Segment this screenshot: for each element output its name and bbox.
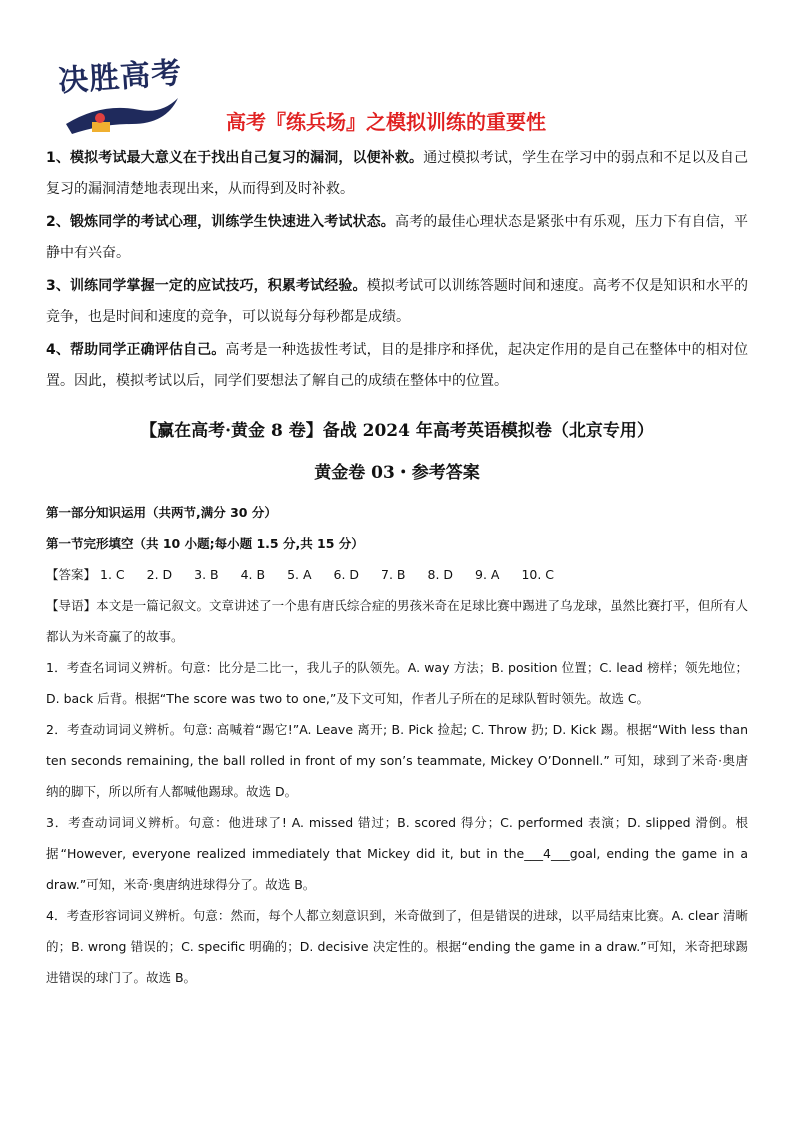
answer-item: 6. D (333, 567, 360, 582)
exam-subtitle: 黄金卷 03・参考答案 (314, 463, 480, 483)
answer-section (46, 497, 748, 993)
answer-item: 8. D (427, 567, 454, 582)
logo (58, 46, 188, 138)
guide-paragraph (46, 590, 748, 652)
answer-item: 4. B (240, 567, 266, 582)
part-heading: 第一部分知识运用（共两节,满分 30 分） (46, 505, 277, 520)
explanation-4: 4．考查形容词词义辨析。句意：然而，每个人都立刻意识到，米奇做到了，但是错误的进球，以平局结束比赛。A. clear 清晰的；B. wrong 错误的；C. specific 明确的；D. decisive 决定性的。根据“ending the game in a draw.”可知，米奇把球踢进错误的球门了。故选 B。 (46, 908, 748, 985)
intro-item-1: 1、模拟考试最大意义在于找出自己复习的漏洞，以便补救。通过模拟考试，学生在学习中的弱点和不足以及自己复习的漏洞清楚地表现出来，从而得到及时补救。 (46, 150, 748, 197)
guide-label: 【导语】 (46, 598, 97, 613)
answer-label: 【答案】 (46, 567, 97, 582)
section-heading: 第一节完形填空（共 10 小题;每小题 1.5 分,共 15 分） (46, 536, 364, 551)
answer-item: 10. C (521, 567, 555, 582)
explanation-1: 1．考查名词词义辨析。句意：比分是二比一，我儿子的队领先。A. way 方法；B. position 位置；C. lead 榜样；领先地位；D. back 后背。根据“The score was two to one,”及下文可知，作者儿子所在的足球队暂时领先。故选 C。 (46, 660, 748, 706)
header-title: 高考『练兵场』之模拟训练的重要性 (226, 110, 546, 134)
logo-text: 决胜高考 (57, 55, 184, 100)
answer-item: 7. B (381, 567, 406, 582)
intro-section (46, 143, 748, 399)
logo-swoosh-icon (62, 94, 182, 138)
answer-item: 9. A (475, 567, 500, 582)
intro-item-4: 4、帮助同学正确评估自己。高考是一种选拔性考试，目的是排序和择优，起决定作用的是自己在整体中的相对位置。因此，模拟考试以后，同学们要想法了解自己的成绩在整体中的位置。 (46, 342, 748, 389)
explanation-2: 2．考查动词词义辨析。句意: 高喊着“踢它!”A. Leave 离开; B. Pick 捡起; C. Throw 扔; D. Kick 踢。根据“With less than ten seconds remaining, the ball rolled in front of my son’s teammate, Mickey O’Donnell.” 可知，球到了米奇·奥唐纳的脚下，所以所有人都喊他踢球。故选 D。 (46, 722, 748, 799)
answer-item: 3. B (194, 567, 219, 582)
answer-item: 5. A (287, 567, 312, 582)
explanation-3: 3．考查动词词义辨析。句意：他进球了! A. missed 错过；B. scored 得分；C. performed 表演；D. slipped 滑倒。根据“However, everyone realized immediately that Mickey did it, but in the___4___goal, ending the game in a draw.”可知，米奇·奥唐纳进球得分了。故选 B。 (46, 815, 748, 892)
intro-item-3: 3、训练同学掌握一定的应试技巧，积累考试经验。模拟考试可以训练答题时间和速度。高考不仅是知识和水平的竞争，也是时间和速度的竞争，可以说每分每秒都是成绩。 (46, 278, 749, 325)
answer-list (46, 559, 748, 590)
answer-item: 2. D (146, 567, 173, 582)
guide-text: 本文是一篇记叙文。文章讲述了一个患有唐氏综合症的男孩米奇在足球比赛中踢进了乌龙球，虽然比赛打平，但所有人都认为米奇赢了的故事。 (46, 598, 748, 644)
answer-item: 1. C (100, 567, 125, 582)
intro-item-2: 2、锻炼同学的考试心理，训练学生快速进入考试状态。高考的最佳心理状态是紧张中有乐观，压力下有自信，平静中有兴奋。 (46, 214, 748, 261)
exam-title: 【赢在高考·黄金 8 卷】备战 2024 年高考英语模拟卷（北京专用） (140, 421, 654, 441)
